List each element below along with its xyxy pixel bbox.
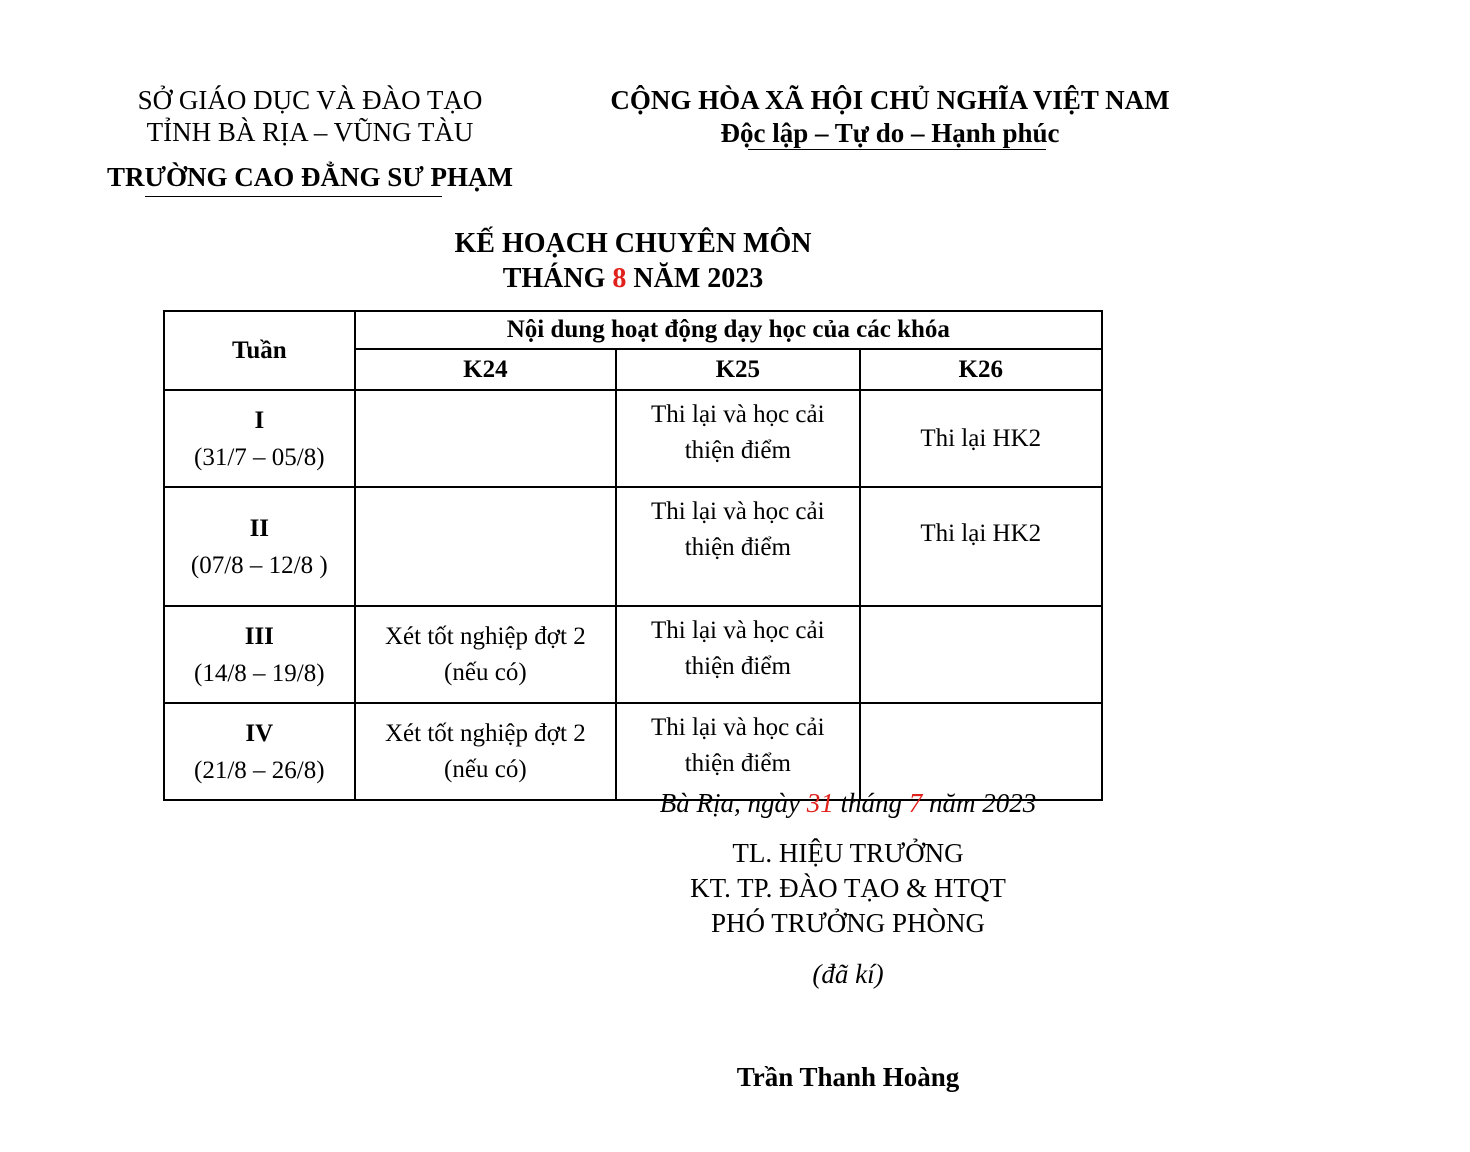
k25-text-line2: thiện điểm [684,750,791,777]
table-row [164,487,1102,606]
week-cell [164,703,355,800]
school-name-underline [145,196,442,197]
title-month-number: 8 [612,263,627,294]
k25-cell [616,487,859,606]
department-name-line2: TỈNH BÀ RỊA – VŨNG TÀU [146,117,474,147]
title-line2 [333,261,933,296]
week-number: III [244,622,274,650]
table-row [164,606,1102,703]
issuing-agency-block [90,84,530,193]
k24-text-line1: Xét tốt nghiệp đợt 2 [385,719,586,747]
title-year: NĂM 2023 [633,263,764,294]
place-and-date [560,784,1136,822]
column-header-k25: K25 [616,349,859,390]
week-range: (07/8 – 12/8 ) [190,551,328,579]
k24-cell [355,390,616,487]
k25-text-line2: thiện điểm [684,437,791,464]
plan-table [163,310,1103,801]
date-month: 7 [908,788,923,818]
national-motto: Độc lập – Tự do – Hạnh phúc [720,118,1060,148]
k25-text-line1: Thi lại và học cải [651,498,825,525]
school-name: TRƯỜNG CAO ĐẲNG SƯ PHẠM [107,162,513,192]
signer-name: Trần Thanh Hoàng [736,1062,960,1092]
signatory-title-line3: PHÓ TRƯỞNG PHÒNG [711,908,985,938]
k24-cell [355,606,616,703]
week-number: I [254,406,265,434]
k25-text-line2: thiện điểm [684,534,791,561]
table-row [164,390,1102,487]
week-cell [164,390,355,487]
k25-text-line2: thiện điểm [684,653,791,680]
k25-text-line1: Thi lại và học cải [651,617,825,644]
signatory-title-line1: TL. HIỆU TRƯỞNG [732,838,964,868]
column-header-k26: K26 [860,349,1102,390]
week-range: (31/7 – 05/8) [194,443,325,471]
place-date-prefix: Bà Rịa, ngày [659,788,800,818]
date-year: năm 2023 [929,788,1037,818]
table-header-row [164,311,1102,349]
k26-cell [860,606,1102,703]
national-header-block [560,84,1220,150]
motto-underline [748,149,1046,150]
title-month-prefix: THÁNG [502,263,606,294]
signatory-title-line2: KT. TP. ĐÀO TẠO & HTQT [690,873,1006,903]
k24-text-line2: (nếu có) [444,658,527,686]
k26-cell: Thi lại HK2 [860,487,1102,606]
column-header-k24: K24 [355,349,616,390]
department-name-line1: SỞ GIÁO DỤC VÀ ĐÀO TẠO [137,85,483,115]
k25-cell [616,390,859,487]
k26-cell: Thi lại HK2 [860,390,1102,487]
week-number: II [249,514,270,542]
signatory-titles [560,836,1136,941]
column-header-week: Tuần [164,311,355,390]
title-line1: KẾ HOẠCH CHUYÊN MÔN [454,228,812,259]
nation-name: CỘNG HÒA XÃ HỘI CHỦ NGHĨA VIỆT NAM [610,85,1170,115]
k24-text-line2: (nếu có) [444,755,527,783]
k24-text-line1: Xét tốt nghiệp đợt 2 [385,622,586,650]
date-day: 31 [806,788,834,818]
week-cell [164,487,355,606]
date-month-word: tháng [840,788,902,818]
week-number: IV [245,719,274,747]
column-header-group: Nội dung hoạt động dạy học của các khóa [355,311,1102,349]
k24-cell [355,487,616,606]
signed-note: (đã kí) [812,959,884,989]
week-range: (21/8 – 26/8) [194,756,325,784]
k25-text-line1: Thi lại và học cải [651,714,825,741]
k25-text-line1: Thi lại và học cải [651,401,825,428]
week-range: (14/8 – 19/8) [194,659,325,687]
document-title [333,226,933,296]
k25-cell [616,606,859,703]
week-cell [164,606,355,703]
